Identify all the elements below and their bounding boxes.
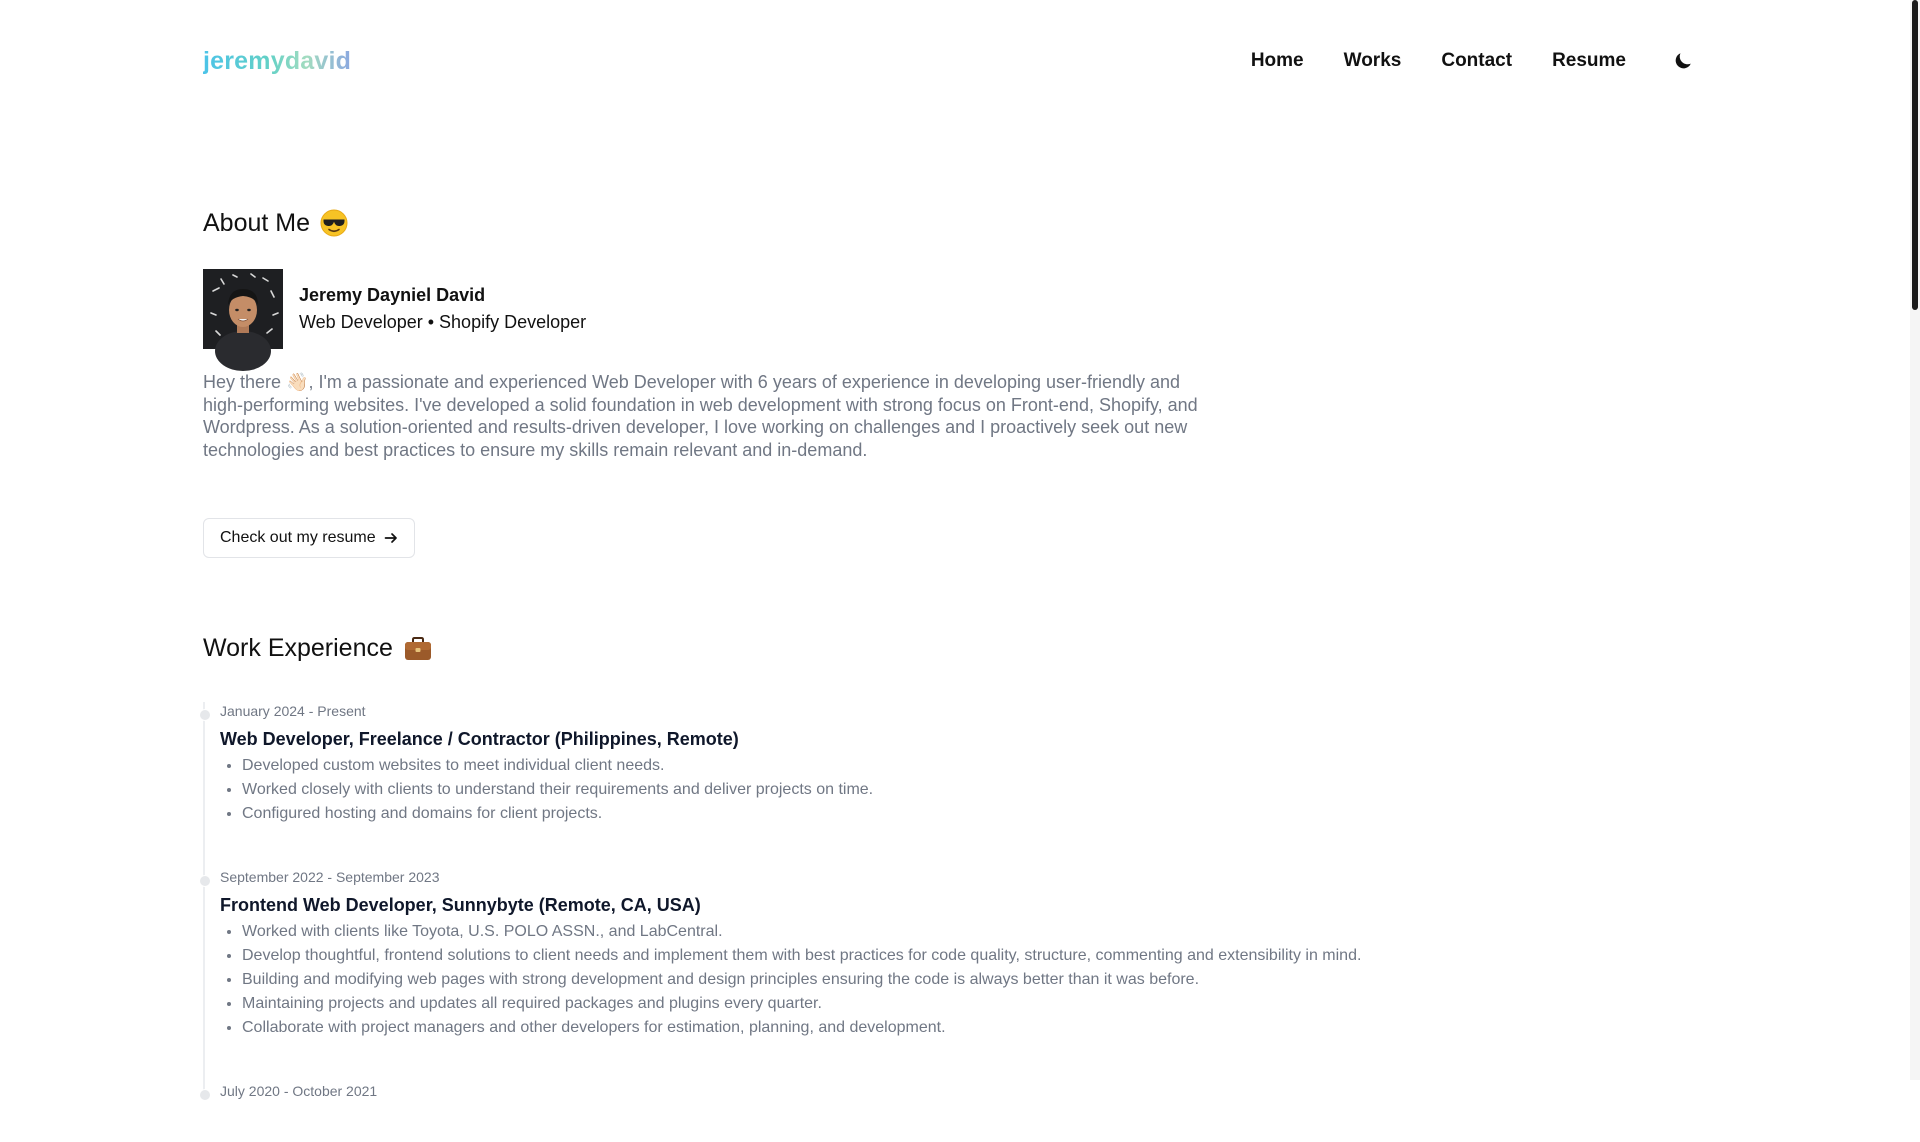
header (203, 36, 1698, 86)
job-title: Frontend Web Developer, Sunnybyte (Remote, CA, USA) (220, 894, 701, 915)
profile-name: Jeremy Dayniel David (299, 285, 486, 305)
job-bullet-list (220, 754, 1503, 826)
job-entry (220, 1082, 1503, 1100)
sunglasses-emoji-icon (320, 209, 348, 237)
avatar (203, 269, 283, 349)
nav-home-link[interactable]: Home (1250, 50, 1304, 71)
job-bullet: • Develop thoughtful, frontend solutions to client needs and implement them with best practices for code quality, structure, commenting and extensibility in mind. (242, 944, 1503, 968)
about-title (203, 200, 1503, 246)
check-resume-button[interactable] (203, 518, 415, 558)
job-date: September 2022 - September 2023 (220, 868, 440, 885)
moon-icon (1672, 50, 1694, 72)
theme-toggle-button[interactable] (1668, 46, 1698, 76)
job-bullet: • Collaborate with project managers and other developers for estimation, planning, and development. (242, 1016, 1503, 1040)
page-scrollbar[interactable] (1910, 0, 1920, 1080)
briefcase-emoji-icon (403, 635, 433, 663)
job-entry (220, 702, 1503, 826)
timeline-dot (199, 1089, 211, 1101)
nav-resume-link[interactable]: Resume (1552, 50, 1626, 71)
main-nav (1211, 46, 1698, 76)
timeline-dot (199, 875, 211, 887)
job-entry (220, 868, 1503, 1040)
scrollbar-thumb[interactable] (1912, 0, 1918, 310)
check-resume-label: Check out my resume (220, 528, 376, 546)
job-bullet: • Worked with clients like Toyota, U.S. POLO ASSN., and LabCentral. (242, 920, 1503, 944)
profile-role: Web Developer • Shopify Developer (299, 312, 587, 332)
job-bullet: • Developed custom websites to meet individual client needs. (242, 754, 1503, 778)
work-title (203, 626, 1503, 672)
job-bullet: • Configured hosting and domains for client projects. (242, 802, 1503, 826)
work-timeline (203, 702, 1503, 1100)
job-bullet: • Worked closely with clients to understand their requirements and deliver projects on time. (242, 778, 1503, 802)
profile-card (203, 269, 1503, 349)
about-section (203, 200, 1503, 558)
nav-works-link[interactable]: Works (1343, 50, 1402, 71)
site-logo[interactable]: jeremydavid (203, 46, 352, 75)
job-date: January 2024 - Present (220, 702, 366, 719)
timeline-dot (199, 709, 211, 721)
profile-text (299, 282, 586, 336)
arrow-right-icon (384, 531, 398, 545)
about-title-text: About Me (203, 208, 311, 237)
job-bullet: • Maintaining projects and updates all required packages and plugins every quarter. (242, 992, 1503, 1016)
job-date: July 2020 - October 2021 (220, 1082, 378, 1099)
work-title-text: Work Experience (203, 634, 393, 663)
job-bullet-list (220, 920, 1503, 1040)
bio-paragraph: Hey there 👋🏻, I'm a passionate and experienced Web Developer with 6 years of experience in developing user-friendly and high-performing websites. I've developed a solid foundation in web development with strong focus on Front-end, Shopify, and Wordpress. As a solution-oriented and results-driven developer, I love working on challenges and I proactively seek out new technologies and best practices to ensure my skills remain relevant and in-demand. (203, 372, 1198, 461)
nav-contact-link[interactable]: Contact (1441, 50, 1513, 71)
work-experience-section (203, 626, 1503, 1100)
main-content (203, 200, 1503, 1142)
job-bullet: • Building and modifying web pages with strong development and design principles ensuring the code is always better than it was before. (242, 968, 1503, 992)
job-title: Web Developer, Freelance / Contractor (Philippines, Remote) (220, 728, 739, 749)
